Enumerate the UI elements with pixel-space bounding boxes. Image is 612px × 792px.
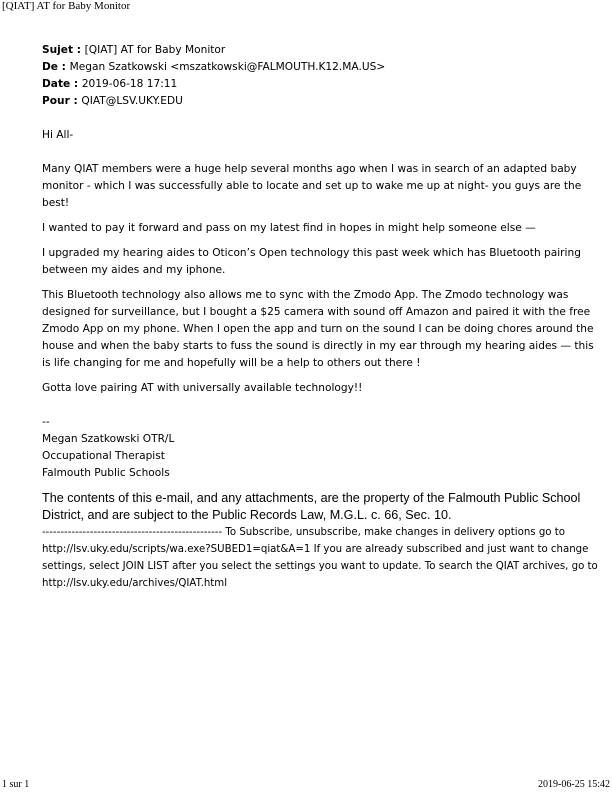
header-to: [42, 93, 598, 110]
header-to-value[interactable]: QIAT@LSV.UKY.EDU: [81, 95, 183, 107]
email-paragraph-2: I wanted to pay it forward and pass on my latest find in hopes in might help someone else —: [42, 222, 536, 234]
header-subject: [42, 42, 598, 59]
signature-separator: --: [42, 416, 50, 428]
header-from-key: De :: [42, 61, 70, 73]
print-timestamp: 2019-06-25 15:42: [538, 779, 610, 790]
email-paragraph-1: Many QIAT members were a huge help several months ago when I was in search of an adapted baby monitor - which I was successfully able to locate and set up to wake me up at night- you guys are the best!: [42, 163, 582, 209]
email-paragraph-4: This Bluetooth technology also allows me to sync with the Zmodo App. The Zmodo technology was designed for surveillance, but I bought a $25 camera with sound off Amazon and paired it with the free Zmodo App on my phone. When I open the app and turn on the sound I can be doing chores around the house and when the baby starts to fuss the sound is directly in my ear through my hearing aides — this is life changing for me and hopefully will be a help to others out there !: [42, 289, 594, 369]
page-number: 1 sur 1: [2, 779, 30, 790]
header-to-key: Pour :: [42, 95, 82, 107]
header-subject-key: Sujet :: [42, 44, 85, 56]
header-from: [42, 59, 598, 76]
signature-role: Occupational Therapist: [42, 450, 165, 462]
email-disclaimer: The contents of this e-mail, and any attachments, are the property of the Falmouth Public School District, and are subject to the Public Records Law, M.G.L. c. 66, Sec. 10.: [42, 491, 581, 522]
email-paragraph-5: Gotta love pairing AT with universally available technology!!: [42, 382, 363, 394]
header-from-value[interactable]: Megan Szatkowski <mszatkowski@FALMOUTH.K12.MA.US>: [69, 61, 386, 73]
mailing-list-footer: ------------------------------------------------- To Subscribe, unsubscribe, make changes in delivery options go to http://lsv.uky.edu/scripts/wa.exe?SUBED1=qiat&A=1 If you are already subscribed and just want to change settings, select JOIN LIST after you select the settings you want to update. To search the QIAT archives, go to http://lsv.uky.edu/archives/QIAT.html: [42, 527, 598, 589]
header-date-key: Date :: [42, 78, 82, 90]
signature-name: Megan Szatkowski OTR/L: [42, 433, 175, 445]
signature-org: Falmouth Public Schools: [42, 467, 170, 479]
email-greeting: Hi All-: [42, 129, 74, 141]
header-date-value: 2019-06-18 17:11: [81, 78, 178, 90]
email-paragraph-3: I upgraded my hearing aides to Oticon’s Open technology this past week which has Bluetooth pairing between my aides and my iphone.: [42, 247, 581, 276]
email-message: [42, 42, 598, 592]
email-signature: [42, 414, 598, 482]
header-date: [42, 76, 598, 93]
email-headers: [42, 42, 598, 110]
page-header-title: [QIAT] AT for Baby Monitor: [2, 0, 131, 12]
header-subject-value: [QIAT] AT for Baby Monitor: [84, 44, 226, 56]
